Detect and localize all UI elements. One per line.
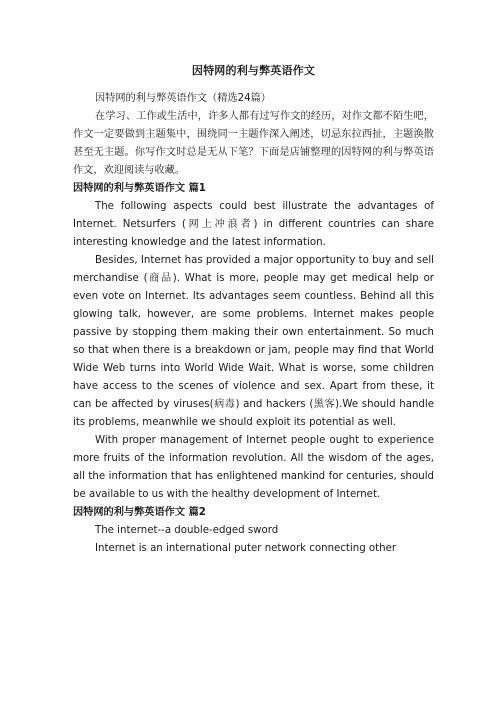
document-title: 因特网的利与弊英语作文: [191, 64, 316, 77]
intro-paragraph: 在学习、工作或生活中，许多人都有过写作文的经历，对作文都不陌生吧，作文一定要做到主题集中，围绕同一主题作深入阐述，切忌东拉西扯，主题涣散甚至无主题。你写作文时总是无从下笔？下面是店铺整理的因特网的利与弊英语作文，欢迎阅读与收藏。: [73, 111, 434, 176]
section-1-paragraph-1: The following aspects could best illustrate the advantages of Internet. Netsurfers (网上冲浪者) in different countries can share interesting knowledge and the latest information.: [73, 201, 434, 248]
section-2-paragraph-2: Internet is an international puter network connecting other: [95, 543, 397, 554]
document-subtitle: 因特网的利与弊英语作文（精选24篇）: [95, 93, 271, 104]
section-1-paragraph-2: Besides, Internet has provided a major opportunity to buy and sell merchandise (商品). What is more, people may get medical help or even vote on Internet. Its advantages seem countless. Behind all this glowing talk, however, are some problems. Internet makes people passive by stopping them making their own entertainment. So much so that when there is a breakdown or jam, people may find that World Wide Web turns into World Wide Wait. What is worse, some children have access to the scenes of violence and sex. Apart from these, it can be affected by viruses(病毒) and hackers (黑客).We should handle its problems, meanwhile we should exploit its potential as well.: [73, 255, 434, 428]
section-heading-1: 因特网的利与弊英语作文 篇1: [73, 183, 206, 194]
section-heading-2: 因特网的利与弊英语作文 篇2: [73, 507, 206, 518]
section-2-paragraph-1: The internet--a double-edged sword: [95, 525, 279, 536]
section-1-paragraph-3: With proper management of Internet people ought to experience more fruits of the information revolution. All the wisdom of the ages, all the information that has enlightened mankind for centuries, should be available to us with the healthy development of Internet.: [73, 435, 434, 500]
